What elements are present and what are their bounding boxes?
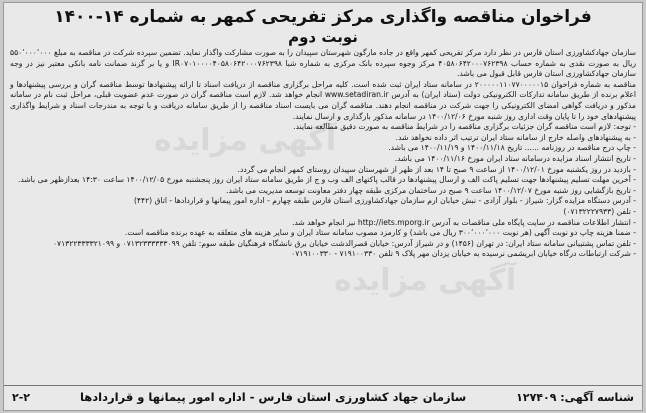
bullet-item: - چاپ درج مناقصه در روزنامه ...... تاریخ ۱۴۰۰/۱۱/۱۸ و ۱۴۰۰/۱۱/۱۹ می باشد. — [388, 143, 636, 153]
watermark-text: آگهی مزایده — [334, 263, 517, 298]
notice-subtitle: نوبت دوم — [288, 28, 358, 46]
notice-title: فراخوان مناقصه واگذاری مرکز تفریحی کمهر به شماره ۱۴-۱۴۰۰ — [54, 7, 592, 27]
bullet-item: - توجه: لازم است مناقصه گران جزئیات برگزاری مناقصه را در شرایط مناقصه به صورت دقیق مطالعه نمایند. — [293, 122, 636, 132]
bullet-item: - بازدید در روز یکشنبه مورخ ۱۴۰۰/۱۲/۰۱ از ساعت ۹ صبح تا ۱۴ بعد از ظهر از شهرستان سپیدان روستای کمهر انجام می گردد. — [237, 164, 636, 174]
bullet-item: - شرکت ارتباطات درگاه خیابان ابریشمی نرسیده به خیابان یزدان مهر پلاک ۹ تلفن ۷۱۹۱۰۰۳۳۰ - ۰۷۱۹۱۰۰۳۳۰ — [291, 249, 636, 259]
bullet-item: - تاریخ بازگشایی روز شنبه مورخ ۱۴۰۰/۱۲/۰۷ ساعت ۹ صبح در ساختمان مرکزی طبقه چهار دفتر معاونت توسعه مدیریت می باشد. — [226, 185, 636, 195]
bullet-item: - تاریخ انتشار اسناد مزایده درسامانه ستاد ایران مورخ ۱۴۰۰/۱۱/۱۶ می باشد. — [394, 153, 636, 163]
notice-footer — [4, 385, 642, 408]
ad-number: شناسه آگهی: ۱۲۷۴۰۹ — [516, 390, 634, 404]
paragraph: مناقصه به شماره فراخوان ۲۰۰۰۰۰۱۱۰۷۷۰۰۰۰۰۱۵ در سامانه ستاد ایران ثبت شده است. کلیه مراحل برگزاری مناقصه از دریافت اسناد تا ارائه پیشنهادها توسط مناقصه گران و بررسی پیشنهادها و اعلام برنده از طریق سامانه تدارکات الکترونیکی دولت (ستاد ایران) به آدرس www.setadiran.ir انجام خواهد شد. لازم است مناقصه گران در صورت عدم عضویت قبلی، مراحل ثبت نام در سامانه مذکور و دریافت گواهی امضای الکترونیکی را جهت شرکت در مناقصه انجام دهند. مناقصه گران می بایست اسناد مناقصه را از طریق سامانه دریافت و با توجه به مندرجات اسناد و شرایط واگذاری پیشنهادهای خود را تا پایان وقت اداری روز شنبه مورخ ۱۴۰۰/۱۲/۰۶ در سامانه مذکور بارگذاری و ارسال نمایند. — [10, 79, 637, 121]
watermark-text: آگهی مزایده — [154, 123, 337, 158]
bullet-item: - انتشار اطلاعات مناقصه در سایت پایگاه ملی مناقصات به آدرس http://iets.mporg.ir نیز انجام خواهد شد. — [292, 217, 636, 227]
bullet-item: - به پیشنهادهای واصله خارج از سامانه ستاد ایران ترتیب اثر داده نخواهد شد. — [395, 132, 636, 142]
bullet-item: - تلفن تماس پشتیبانی سامانه ستاد ایران: در تهران (۱۴۵۶) و در شیراز آدرس: خیابان قصرالدشت خیابان برق نانشگاه فرهنگیان طبقه سوم: تلفن ۰۷۱۳۲۳۳۳۳۳۳۰۹۹ و ۰۷۱۳۲۲۳۳۳۳۲۱۰۹۹ — [52, 238, 636, 248]
bullet-item: - ضمنا هزینه چاپ دو نوبت آگهی (هر نوبت ۳۰۰٬۰۰۰٬۰۰۰ ریال می باشد) و کارمزد مصوب سامانه ستاد ایران و سایر هزینه های متعلقه به عهده برنده مناقصه است. — [124, 228, 636, 238]
organization-name: سازمان جهاد کشاورزی استان فارس - اداره امور پیمانها و قراردادها — [79, 390, 467, 404]
paragraph: سازمان جهادکشاورزی استان فارس در نظر دارد مرکز تفریحی کمهر واقع در جاده مارگون شهرستان سپیدان را به صورت مشارکت واگذار نماید. تضمین سپرده شرکت در مناقصه به مبلغ ۵۵۰٬۰۰۰٬۰۰۰ ریال به صورت نقدی به شماره حساب ۴۰۵۸۰۶۴۲۰۰۰۷۶۲۳۹۸ مرکز وجوه سپرده بانک مرکزی به شماره شبا IR۰۷۰۱۰۰۰۰۴۰۵۸۰۶۴۲۰۰۰۷۶۲۳۹۸ و یا بر گزند ضمانت نامه بانکی معتبر نیز در وجه سازمان جهادکشاورزی استان فارس قابل قبول می باشد. — [10, 48, 636, 79]
bullet-item: - تلفن (۰۷۱۳۲۲۲۷۹۳۳) — [563, 206, 636, 216]
bullet-item: - آدرس دستگاه مزایده گزار: شیراز - بلوار آزادی - نبش خیابان ارم سازمان جهادکشاورزی استان فارس طبقه چهارم - اداره امور پیمانها و قراردادها - اتاق (۴۴۲) — [133, 196, 636, 206]
notice-header — [4, 7, 642, 46]
tender-notice — [3, 2, 643, 411]
bullet-item: - آخرین مهلت تسلیم پیشنهادها جهت تسلیم پاکت الف و ارسال پیشنهادها در قالب پاکتهای الف وب و ج از طریق سامانه ستاد ایران روز پنجشنبه مورخ ۱۴۰۰/۱۲/۰۵ ساعت ۱۴:۳۰ بعدازظهر می باشد. — [17, 175, 636, 185]
notice-code: ۲-۲ — [12, 390, 30, 404]
notice-body — [4, 46, 642, 260]
